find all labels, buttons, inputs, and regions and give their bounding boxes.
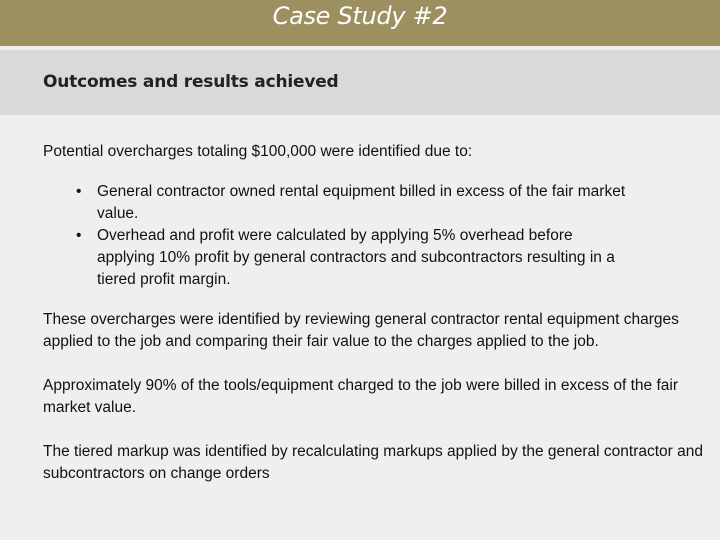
bullet-dot: • <box>76 227 82 244</box>
section-subtitle: Outcomes and results achieved <box>43 72 339 92</box>
paragraph-identification: These overcharges were identified by reviewing general contractor rental equipment charges applied to the job and comparing their fair value to the charges applied to the job. <box>43 311 679 350</box>
intro-text: Potential overcharges totaling $100,000 were identified due to: <box>43 143 473 160</box>
title-bar <box>0 0 720 46</box>
bullet-item <box>43 225 627 291</box>
paragraph-percentage: Approximately 90% of the tools/equipment charged to the job were billed in excess of the fair market value. <box>43 377 679 416</box>
bullet-item <box>43 181 627 225</box>
bullet-text: General contractor owned rental equipment billed in excess of the fair market value. <box>97 183 626 222</box>
slide-content <box>43 141 715 507</box>
slide-title: Case Study #2 <box>272 2 448 30</box>
subtitle-band <box>0 50 720 115</box>
bullet-list <box>43 181 715 291</box>
bullet-text: Overhead and profit were calculated by applying 5% overhead before applying 10% profit by general contractors and subcontractors resulting in a tiered profit margin. <box>97 227 615 288</box>
paragraph-markup: The tiered markup was identified by recalculating markups applied by the general contractor and subcontractors on change orders <box>43 443 703 482</box>
bullet-dot: • <box>76 183 82 200</box>
